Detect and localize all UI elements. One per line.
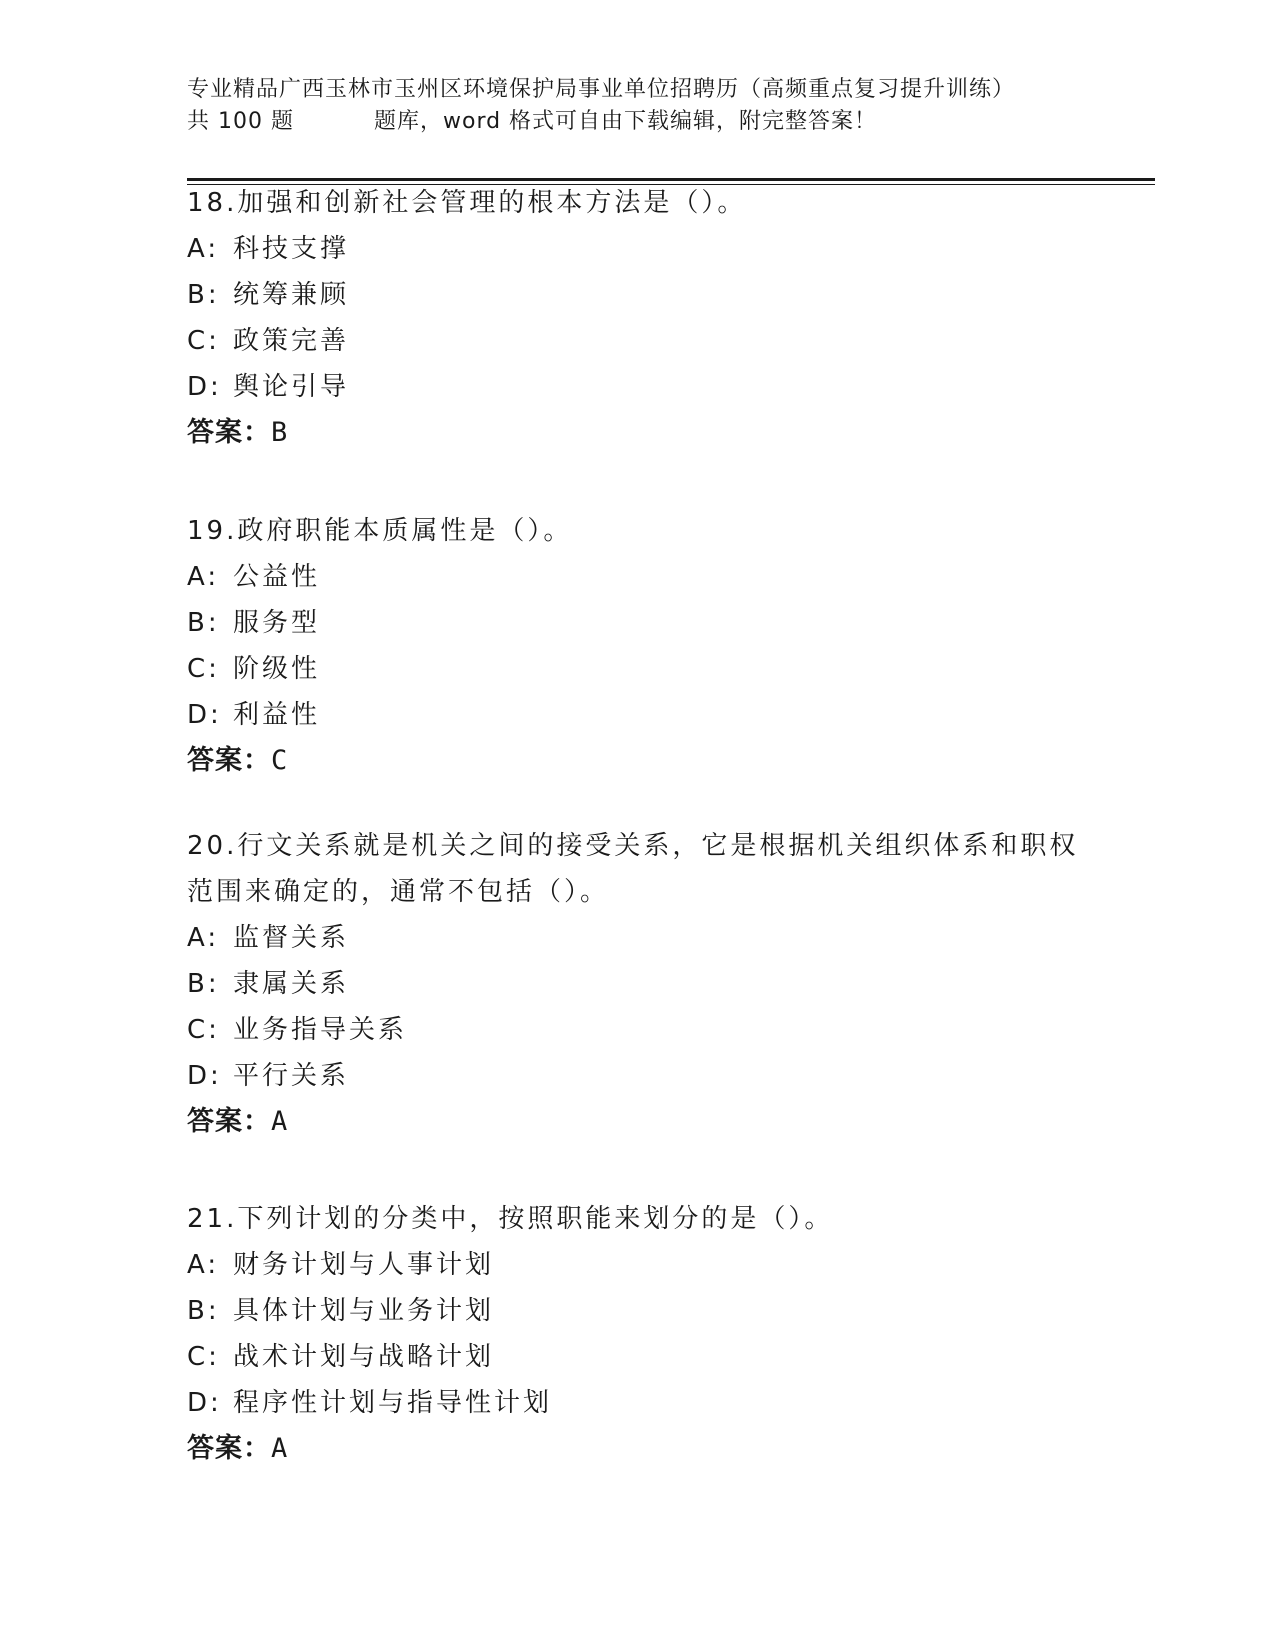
option-label: C: (187, 654, 220, 684)
answer-value: A (271, 1106, 289, 1137)
option-label: D: (187, 700, 222, 730)
answer-label: 答案： (187, 417, 271, 448)
document-header (187, 74, 1087, 138)
question-text-line1: 20.行文关系就是机关之间的接受关系，它是根据机关组织体系和职权 (187, 831, 1079, 861)
option-a (187, 226, 1087, 272)
option-text: 平行关系 (233, 1061, 350, 1091)
option-d (187, 364, 1087, 410)
option-label: B: (187, 969, 220, 999)
option-b (187, 272, 1087, 318)
option-label: A: (187, 234, 220, 264)
question-19 (187, 508, 1087, 784)
answer-value: C (271, 745, 289, 776)
option-text: 程序性计划与指导性计划 (233, 1388, 553, 1418)
subtitle-note: 题库，word 格式可自由下载编辑，附完整答案！ (373, 109, 878, 134)
option-label: D: (187, 1388, 222, 1418)
option-text: 业务指导关系 (233, 1015, 408, 1045)
document-subtitle (187, 106, 1087, 138)
option-d (187, 692, 1087, 738)
answer-value: B (271, 417, 289, 448)
option-label: D: (187, 1061, 222, 1091)
option-label: C: (187, 326, 220, 356)
option-text: 具体计划与业务计划 (233, 1296, 495, 1326)
option-label: A: (187, 1250, 220, 1280)
option-text: 隶属关系 (233, 969, 350, 999)
option-d (187, 1053, 1087, 1099)
option-label: C: (187, 1015, 220, 1045)
option-label: A: (187, 562, 220, 592)
question-text-line2: 范围来确定的，通常不包括（）。 (187, 877, 610, 907)
answer-label: 答案： (187, 1106, 271, 1137)
option-label: C: (187, 1342, 220, 1372)
answer-line (187, 1099, 1087, 1145)
option-c (187, 1334, 1087, 1380)
option-d (187, 1380, 1087, 1426)
option-c (187, 646, 1087, 692)
option-a (187, 554, 1087, 600)
option-text: 政策完善 (233, 326, 350, 356)
option-text: 统筹兼顾 (233, 280, 350, 310)
answer-line (187, 410, 1087, 456)
option-c (187, 1007, 1087, 1053)
option-text: 服务型 (233, 608, 321, 638)
answer-line (187, 738, 1087, 784)
option-label: B: (187, 608, 220, 638)
answer-value: A (271, 1433, 289, 1464)
question-text: 18.加强和创新社会管理的根本方法是（）。 (187, 188, 747, 218)
document-title: 专业精品广西玉林市玉州区环境保护局事业单位招聘历（高频重点复习提升训练） (187, 77, 1016, 102)
option-text: 利益性 (233, 700, 321, 730)
question-18 (187, 180, 1087, 456)
option-label: B: (187, 280, 220, 310)
option-text: 科技支撑 (233, 234, 350, 264)
question-text: 19.政府职能本质属性是（）。 (187, 516, 573, 546)
option-a (187, 915, 1087, 961)
option-label: D: (187, 372, 222, 402)
question-20 (187, 823, 1087, 1145)
option-b (187, 600, 1087, 646)
option-b (187, 961, 1087, 1007)
option-a (187, 1242, 1087, 1288)
question-count: 共 100 题 (187, 109, 294, 134)
option-text: 监督关系 (233, 923, 350, 953)
option-text: 公益性 (233, 562, 321, 592)
question-21 (187, 1196, 1087, 1472)
answer-line (187, 1426, 1087, 1472)
option-text: 财务计划与人事计划 (233, 1250, 495, 1280)
option-text: 战术计划与战略计划 (233, 1342, 495, 1372)
option-label: A: (187, 923, 220, 953)
option-label: B: (187, 1296, 220, 1326)
option-b (187, 1288, 1087, 1334)
answer-label: 答案： (187, 1433, 271, 1464)
question-text: 21.下列计划的分类中，按照职能来划分的是（）。 (187, 1204, 834, 1234)
option-c (187, 318, 1087, 364)
option-text: 舆论引导 (233, 372, 350, 402)
answer-label: 答案： (187, 745, 271, 776)
option-text: 阶级性 (233, 654, 321, 684)
